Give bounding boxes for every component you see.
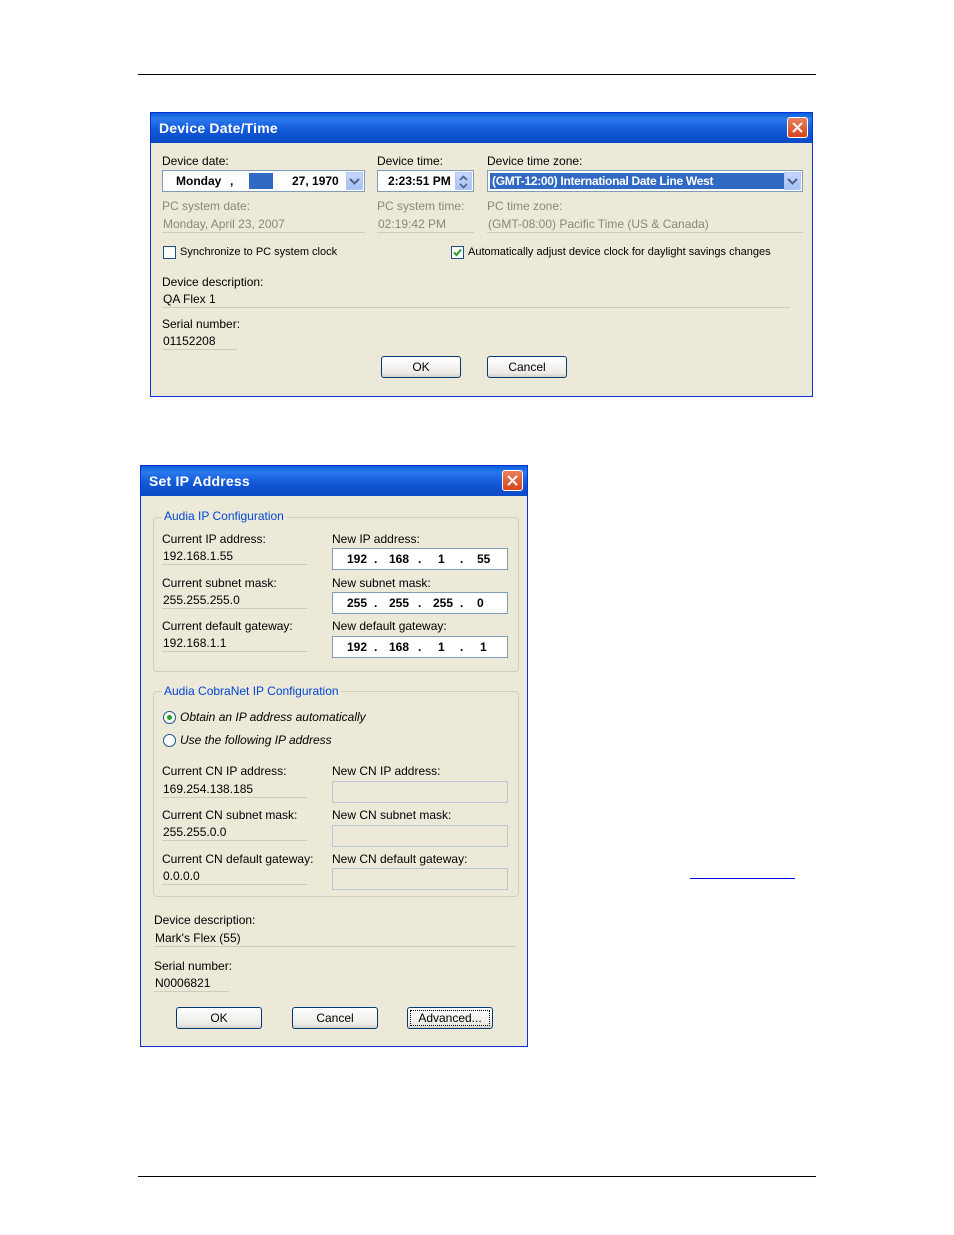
current-cn-ip-label: Current CN IP address:: [162, 764, 287, 778]
current-ip-value: 192.168.1.55: [162, 549, 307, 565]
current-cn-gateway-value: 0.0.0.0: [162, 869, 307, 885]
cobranet-group-title: Audia CobraNet IP Configuration: [164, 684, 339, 698]
new-gateway-input[interactable]: [332, 636, 508, 658]
footer-rule: [138, 1176, 816, 1177]
current-ip-label: Current IP address:: [162, 532, 266, 546]
serial-number-value: N0006821: [154, 976, 229, 992]
dst-adjust-checkbox[interactable]: [451, 246, 464, 259]
use-following-ip-label[interactable]: Use the following IP address: [180, 733, 332, 747]
dialog-title: Device Date/Time: [159, 120, 278, 136]
pc-system-time-value: 02:19:42 PM: [377, 217, 474, 233]
ip-dot: .: [374, 596, 378, 610]
sync-pc-clock-label[interactable]: Synchronize to PC system clock: [180, 246, 338, 258]
current-cn-mask-label: Current CN subnet mask:: [162, 808, 298, 822]
ip-octet-1[interactable]: 192: [347, 552, 368, 566]
chevron-down-icon: [347, 173, 362, 191]
title-bar[interactable]: [141, 466, 527, 496]
ip-dot: .: [460, 552, 464, 566]
ip-dot: .: [374, 552, 378, 566]
current-mask-value: 255.255.255.0: [162, 593, 307, 609]
close-button[interactable]: [787, 117, 808, 138]
close-button[interactable]: [502, 470, 523, 491]
ip-octet-3[interactable]: 1: [438, 640, 445, 654]
audia-ip-group-title: Audia IP Configuration: [164, 509, 284, 523]
new-gateway-label: New default gateway:: [332, 619, 447, 633]
serial-number-label: Serial number:: [162, 317, 241, 331]
device-time-label: Device time:: [377, 154, 444, 168]
spin-updown-icon: [456, 173, 471, 191]
date-separator: ,: [230, 174, 234, 188]
ip-octet-4[interactable]: 1: [480, 640, 487, 654]
close-icon: [792, 122, 803, 133]
title-bar[interactable]: [151, 113, 812, 143]
ip-dot: .: [460, 640, 464, 654]
device-time-zone-select[interactable]: [487, 170, 803, 192]
device-description-value: Mark's Flex (55): [154, 931, 516, 947]
device-time-zone-label: Device time zone:: [487, 154, 583, 168]
pc-system-date-value: Monday, April 23, 2007: [162, 217, 365, 233]
obtain-ip-auto-label[interactable]: Obtain an IP address automatically: [180, 710, 366, 724]
new-cn-gateway-label: New CN default gateway:: [332, 852, 468, 866]
device-date-label: Device date:: [162, 154, 229, 168]
header-rule: [138, 74, 816, 75]
obtain-ip-auto-radio[interactable]: [163, 711, 176, 724]
current-cn-ip-value: 169.254.138.185: [162, 782, 307, 798]
date-month-selected[interactable]: [249, 173, 273, 189]
checkmark-icon: [452, 247, 463, 258]
ip-octet-2[interactable]: 255: [389, 596, 410, 610]
time-zone-value: (GMT-12:00) International Date Line West: [492, 174, 714, 188]
pc-time-zone-value: (GMT-08:00) Pacific Time (US & Canada): [487, 217, 803, 233]
chevron-down-icon: [785, 173, 800, 191]
ip-octet-2[interactable]: 168: [389, 552, 410, 566]
current-cn-gateway-label: Current CN default gateway:: [162, 852, 314, 866]
device-date-picker[interactable]: [162, 170, 365, 192]
date-day-year[interactable]: 27, 1970: [292, 174, 339, 188]
ip-octet-3[interactable]: 255: [433, 596, 454, 610]
pc-time-zone-label: PC time zone:: [487, 199, 563, 213]
dst-adjust-label[interactable]: Automatically adjust device clock for daylight savings changes: [468, 246, 771, 258]
cancel-button[interactable]: Cancel: [487, 356, 567, 378]
current-gateway-label: Current default gateway:: [162, 619, 293, 633]
device-datetime-dialog: [150, 112, 813, 397]
time-spin-buttons[interactable]: [455, 172, 472, 190]
ip-octet-1[interactable]: 192: [347, 640, 368, 654]
date-dropdown-button[interactable]: [346, 172, 363, 190]
device-time-spinner[interactable]: [377, 170, 474, 192]
ip-octet-4[interactable]: 0: [477, 596, 484, 610]
ip-octet-3[interactable]: 1: [438, 552, 445, 566]
ip-octet-2[interactable]: 168: [389, 640, 410, 654]
device-description-label: Device description:: [162, 275, 264, 289]
new-cn-mask-label: New CN subnet mask:: [332, 808, 452, 822]
set-ip-dialog: [140, 465, 528, 1047]
current-gateway-value: 192.168.1.1: [162, 636, 307, 652]
new-mask-label: New subnet mask:: [332, 576, 431, 590]
date-weekday[interactable]: Monday: [176, 174, 222, 188]
ip-dot: .: [460, 596, 464, 610]
ip-octet-1[interactable]: 255: [347, 596, 368, 610]
time-zone-dropdown-button[interactable]: [784, 172, 801, 190]
ip-octet-4[interactable]: 55: [477, 552, 491, 566]
serial-number-value: 01152208: [162, 334, 237, 350]
new-cn-mask-input[interactable]: [332, 825, 508, 847]
new-mask-input[interactable]: [332, 592, 508, 614]
device-description-value: QA Flex 1: [162, 292, 790, 308]
pc-system-date-label: PC system date:: [162, 199, 251, 213]
new-ip-input[interactable]: [332, 548, 508, 570]
current-cn-mask-value: 255.255.0.0: [162, 825, 307, 841]
pc-system-time-label: PC system time:: [377, 199, 465, 213]
use-following-ip-radio[interactable]: [163, 734, 176, 747]
device-time-value[interactable]: 2:23:51 PM: [388, 174, 451, 188]
new-cn-gateway-input[interactable]: [332, 868, 508, 890]
ip-dot: .: [418, 640, 422, 654]
hyperlink-underline[interactable]: [690, 878, 795, 879]
dialog-title: Set IP Address: [149, 473, 250, 489]
ip-dot: .: [418, 552, 422, 566]
ok-button[interactable]: OK: [381, 356, 461, 378]
advanced-button[interactable]: Advanced...: [407, 1007, 493, 1029]
ok-button[interactable]: OK: [176, 1007, 262, 1029]
close-icon: [507, 475, 518, 486]
ip-dot: .: [374, 640, 378, 654]
ip-dot: .: [418, 596, 422, 610]
serial-number-label: Serial number:: [154, 959, 233, 973]
device-description-label: Device description:: [154, 913, 256, 927]
new-ip-label: New IP address:: [332, 532, 420, 546]
new-cn-ip-label: New CN IP address:: [332, 764, 441, 778]
current-mask-label: Current subnet mask:: [162, 576, 277, 590]
new-cn-ip-input[interactable]: [332, 781, 508, 803]
sync-pc-clock-checkbox[interactable]: [163, 246, 176, 259]
cancel-button[interactable]: Cancel: [292, 1007, 378, 1029]
